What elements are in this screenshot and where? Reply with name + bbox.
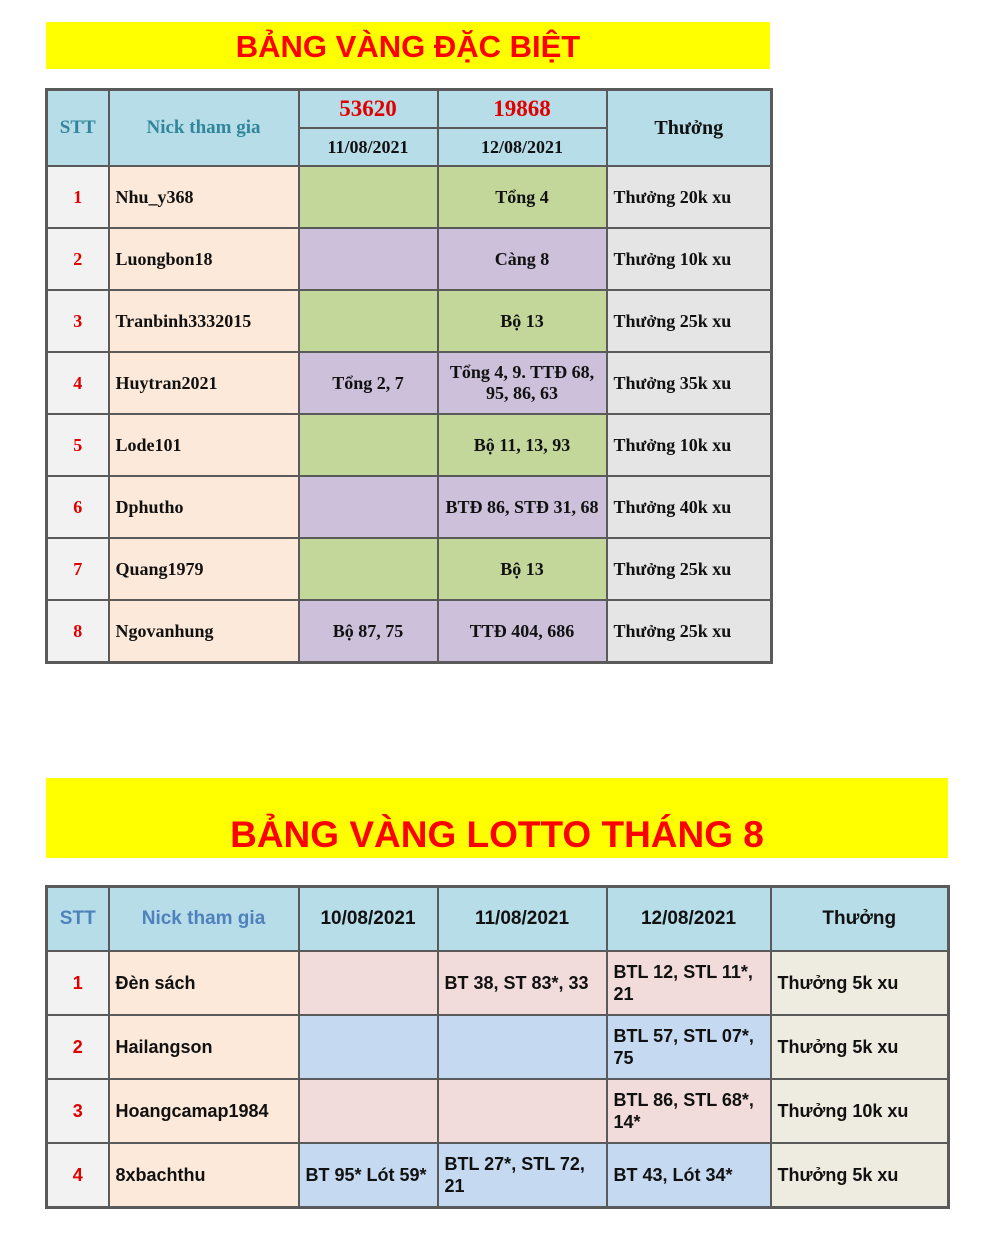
row-prize: Thưởng 40k xu [607, 476, 772, 538]
table-row [47, 1143, 949, 1208]
row-result-date-1: BT 95* Lót 59* [299, 1143, 438, 1208]
row-stt: 4 [47, 352, 109, 414]
row-prize: Thưởng 25k xu [607, 290, 772, 352]
lotto-board-table [45, 885, 950, 1209]
row-result-date-3: BTL 12, STL 11*, 21 [607, 951, 771, 1015]
row-result-date-3: BTL 57, STL 07*, 75 [607, 1015, 771, 1079]
row-result-date-1 [299, 951, 438, 1015]
header-stt: STT [47, 90, 109, 167]
row-result-date-1 [299, 166, 438, 228]
row-result-date-2: Bộ 13 [438, 290, 607, 352]
table-row [47, 1015, 949, 1079]
row-prize: Thưởng 5k xu [771, 1143, 949, 1208]
row-nick: Nhu_y368 [109, 166, 299, 228]
row-result-date-1 [299, 290, 438, 352]
row-prize: Thưởng 10k xu [607, 414, 772, 476]
row-result-date-1 [299, 538, 438, 600]
lotto-board-banner: BẢNG VÀNG LOTTO THÁNG 8 [46, 778, 948, 858]
row-result-date-2: Càng 8 [438, 228, 607, 290]
row-prize: Thưởng 10k xu [771, 1079, 949, 1143]
header-date-2: 11/08/2021 [438, 887, 607, 952]
row-result-date-1 [299, 228, 438, 290]
table-row [47, 228, 772, 290]
row-result-date-2: TTĐ 404, 686 [438, 600, 607, 663]
table-row [47, 290, 772, 352]
row-nick: Quang1979 [109, 538, 299, 600]
row-nick: Dphutho [109, 476, 299, 538]
row-stt: 1 [47, 951, 109, 1015]
row-stt: 2 [47, 1015, 109, 1079]
table-row [47, 166, 772, 228]
row-stt: 5 [47, 414, 109, 476]
row-result-date-3: BTL 86, STL 68*, 14* [607, 1079, 771, 1143]
header-nick: Nick tham gia [109, 887, 299, 952]
header-date-1: 11/08/2021 [299, 128, 438, 166]
row-result-date-1 [299, 476, 438, 538]
row-result-date-2: Bộ 11, 13, 93 [438, 414, 607, 476]
row-result-date-1 [299, 1079, 438, 1143]
special-board-table [45, 88, 773, 664]
special-board-banner: BẢNG VÀNG ĐẶC BIỆT [46, 22, 770, 69]
row-stt: 8 [47, 600, 109, 663]
header-stt: STT [47, 887, 109, 952]
header-date-1: 10/08/2021 [299, 887, 438, 952]
row-result-date-2: BT 38, ST 83*, 33 [438, 951, 607, 1015]
row-stt: 1 [47, 166, 109, 228]
row-stt: 2 [47, 228, 109, 290]
row-prize: Thưởng 35k xu [607, 352, 772, 414]
row-nick: Tranbinh3332015 [109, 290, 299, 352]
row-result-date-2 [438, 1015, 607, 1079]
table-row [47, 352, 772, 414]
row-prize: Thưởng 25k xu [607, 600, 772, 663]
header-result-1: 53620 [299, 90, 438, 129]
row-stt: 3 [47, 290, 109, 352]
row-result-date-2: Tổng 4, 9. TTĐ 68, 95, 86, 63 [438, 352, 607, 414]
row-result-date-1: Tổng 2, 7 [299, 352, 438, 414]
row-nick: 8xbachthu [109, 1143, 299, 1208]
row-prize: Thưởng 5k xu [771, 951, 949, 1015]
row-result-date-1 [299, 414, 438, 476]
row-result-date-2: Tổng 4 [438, 166, 607, 228]
table-row [47, 538, 772, 600]
table-row [47, 476, 772, 538]
row-prize: Thưởng 25k xu [607, 538, 772, 600]
row-nick: Hailangson [109, 1015, 299, 1079]
row-nick: Đèn sách [109, 951, 299, 1015]
row-nick: Hoangcamap1984 [109, 1079, 299, 1143]
row-result-date-2: Bộ 13 [438, 538, 607, 600]
row-nick: Lode101 [109, 414, 299, 476]
header-prize: Thưởng [771, 887, 949, 952]
row-result-date-2: BTL 27*, STL 72, 21 [438, 1143, 607, 1208]
row-result-date-1: Bộ 87, 75 [299, 600, 438, 663]
table-row [47, 1079, 949, 1143]
header-result-2: 19868 [438, 90, 607, 129]
row-prize: Thưởng 5k xu [771, 1015, 949, 1079]
row-stt: 6 [47, 476, 109, 538]
header-nick: Nick tham gia [109, 90, 299, 167]
table-row [47, 600, 772, 663]
row-nick: Luongbon18 [109, 228, 299, 290]
row-prize: Thưởng 10k xu [607, 228, 772, 290]
row-prize: Thưởng 20k xu [607, 166, 772, 228]
table-row [47, 414, 772, 476]
header-prize: Thưởng [607, 90, 772, 167]
row-nick: Ngovanhung [109, 600, 299, 663]
row-result-date-2: BTĐ 86, STĐ 31, 68 [438, 476, 607, 538]
header-date-2: 12/08/2021 [438, 128, 607, 166]
table-row [47, 951, 949, 1015]
row-nick: Huytran2021 [109, 352, 299, 414]
row-stt: 4 [47, 1143, 109, 1208]
row-result-date-1 [299, 1015, 438, 1079]
row-stt: 3 [47, 1079, 109, 1143]
row-stt: 7 [47, 538, 109, 600]
header-date-3: 12/08/2021 [607, 887, 771, 952]
row-result-date-2 [438, 1079, 607, 1143]
row-result-date-3: BT 43, Lót 34* [607, 1143, 771, 1208]
